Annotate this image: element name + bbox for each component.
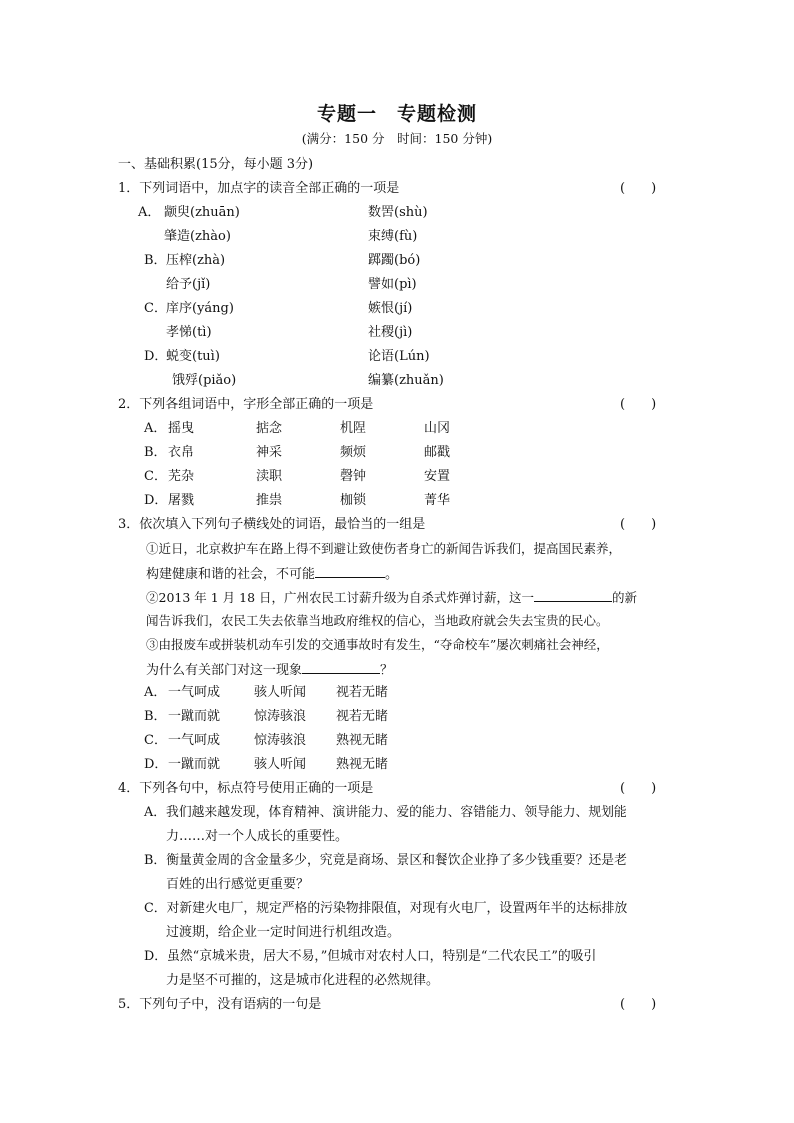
question-4-stem: 4．下列各句中，标点符号使用正确的一项是 bbox=[118, 781, 374, 796]
q1-option-a-word1: 颛臾(zhuān) bbox=[164, 205, 240, 220]
q3-option-a-word3: 视若无睹 bbox=[336, 685, 389, 700]
q3-option-b-word3: 视若无睹 bbox=[336, 709, 389, 724]
q3-sentence-3-line-2: 为什么有关部门对这一现象 ？ bbox=[146, 663, 394, 678]
q1-option-b-word3: 给予(jǐ) bbox=[166, 277, 211, 292]
q4-option-a-line-2: 力……对一个人成长的重要性。 bbox=[166, 829, 349, 844]
q3-option-a-word2: 骇人听闻 bbox=[254, 685, 307, 700]
question-3-stem: 3．依次填入下列句子横线处的词语，最恰当的一组是 bbox=[118, 517, 426, 532]
page-subtitle: (满分：150 分 时间：150 分钟) bbox=[301, 131, 493, 146]
question-1-stem: 1．下列词语中，加点字的读音全部正确的一项是 bbox=[118, 181, 400, 196]
section-heading: 一、基础积累(15分，每小题 3分) bbox=[118, 157, 314, 172]
q1-option-d-label: D． bbox=[144, 349, 168, 364]
q2-option-b-word1: 衣帛 bbox=[168, 445, 195, 460]
q1-option-d-word4: 编纂(zhuǎn) bbox=[368, 373, 444, 388]
answer-paren-5: ( ) bbox=[620, 997, 657, 1012]
q1-option-c-label: C． bbox=[144, 301, 167, 316]
q2-option-d-label: D． bbox=[144, 493, 168, 508]
q3-sentence-3-line-1: ③由报废车或拼装机动车引发的交通事故时有发生，“夺命校车”屡次刺痛社会神经， bbox=[146, 637, 609, 652]
q3-sentence-1-line-2: 构建健康和谐的社会，不可能 。 bbox=[146, 567, 399, 582]
q2-option-b-word3: 频烦 bbox=[340, 445, 367, 460]
q2-option-c-word2: 渎职 bbox=[256, 469, 283, 484]
q3-option-b-word1: 一蹴而就 bbox=[168, 709, 221, 724]
q2-option-a-word4: 山冈 bbox=[424, 421, 451, 436]
q4-option-b-line-2: 百姓的出行感觉更重要？ bbox=[166, 877, 310, 892]
q2-option-b-word4: 邮戳 bbox=[424, 445, 451, 460]
answer-paren-3: ( ) bbox=[620, 517, 657, 532]
q2-option-c-word4: 安置 bbox=[424, 469, 451, 484]
q2-option-d-word4: 菁华 bbox=[424, 493, 451, 508]
q4-option-c-line-1: C．对新建火电厂，规定严格的污染物排限值，对现有火电厂，设置两年半的达标排放 bbox=[144, 901, 628, 916]
q2-option-a-label: A． bbox=[144, 421, 167, 436]
q1-option-c-word1: 庠序(yáng) bbox=[166, 301, 234, 316]
q3-sentence-2-line-1: ②2013 年 1 月 18 日，广州农民工讨薪升级为自杀式炸弹讨薪，这一 的新 bbox=[146, 590, 638, 605]
q3-option-a-label: A． bbox=[144, 685, 167, 700]
q3-option-d-word2: 骇人听闻 bbox=[254, 757, 307, 772]
q1-option-a-word4: 束缚(fù) bbox=[368, 229, 418, 244]
q2-option-d-word2: 推祟 bbox=[256, 493, 283, 508]
fill-blank-2 bbox=[534, 589, 612, 602]
q2-option-a-word3: 机陧 bbox=[340, 421, 367, 436]
answer-paren-2: ( ) bbox=[620, 397, 657, 412]
q2-option-c-word1: 芜杂 bbox=[168, 469, 195, 484]
q4-option-b-line-1: B．衡量黄金周的含金量多少，究竟是商场、景区和餐饮企业挣了多少钱重要？还是老 bbox=[144, 853, 627, 868]
page-title: 专题一 专题检测 bbox=[316, 103, 477, 125]
q3-option-b-label: B． bbox=[144, 709, 167, 724]
question-2-stem: 2．下列各组词语中，字形全部正确的一项是 bbox=[118, 397, 374, 412]
q2-option-b-word2: 神采 bbox=[256, 445, 283, 460]
answer-paren-1: ( ) bbox=[620, 181, 657, 196]
answer-paren-4: ( ) bbox=[620, 781, 657, 796]
q3-option-d-word1: 一蹴而就 bbox=[168, 757, 221, 772]
q3-sentence-1-line-1: ①近日，北京救护车在路上得不到避让致使伤者身亡的新闻告诉我们，提高国民素养， bbox=[146, 541, 622, 556]
q4-option-d-line-2: 力是坚不可摧的，这是城市化进程的必然规律。 bbox=[166, 973, 440, 988]
q1-option-b-word4: 譬如(pì) bbox=[368, 277, 417, 292]
fill-blank-3 bbox=[302, 661, 380, 674]
q2-option-d-word1: 屠戮 bbox=[168, 493, 195, 508]
q1-option-c-word4: 社稷(jì) bbox=[368, 325, 413, 340]
q1-option-a-label: A． bbox=[138, 205, 161, 220]
q3-option-d-label: D． bbox=[144, 757, 168, 772]
q2-option-c-word3: 磬钟 bbox=[340, 469, 367, 484]
q3-option-c-word1: 一气呵成 bbox=[168, 733, 221, 748]
q2-option-a-word2: 掂念 bbox=[256, 421, 283, 436]
q1-option-d-word1: 蜕变(tuì) bbox=[166, 349, 220, 364]
question-5-stem: 5．下列句子中，没有语病的一句是 bbox=[118, 997, 322, 1012]
q3-option-b-word2: 惊涛骇浪 bbox=[254, 709, 307, 724]
q3-option-c-word3: 熟视无睹 bbox=[336, 733, 389, 748]
q1-option-a-word2: 数罟(shù) bbox=[368, 205, 428, 220]
q3-option-d-word3: 熟视无睹 bbox=[336, 757, 389, 772]
q1-option-c-word2: 嫉恨(jí) bbox=[368, 301, 413, 316]
q1-option-b-word2: 踯躅(bó) bbox=[368, 253, 421, 268]
q3-option-c-word2: 惊涛骇浪 bbox=[254, 733, 307, 748]
q4-option-c-line-2: 过渡期，给企业一定时间进行机组改造。 bbox=[166, 925, 401, 940]
fill-blank-1 bbox=[315, 565, 385, 578]
q4-option-d-line-1: D．虽然“京城米贵，居大不易，”但城市对农村人口，特别是“二代农民工”的吸引 bbox=[144, 949, 597, 964]
q3-option-c-label: C． bbox=[144, 733, 167, 748]
q2-option-d-word3: 枷锁 bbox=[340, 493, 367, 508]
q3-sentence-2-line-2: 闻告诉我们，农民工失去依靠当地政府维权的信心，当地政府就会失去宝贵的民心。 bbox=[146, 613, 609, 628]
q1-option-c-word3: 孝悌(tì) bbox=[166, 325, 212, 340]
q1-option-b-label: B． bbox=[144, 253, 167, 268]
q1-option-b-word1: 压榨(zhà) bbox=[166, 253, 226, 268]
q2-option-c-label: C． bbox=[144, 469, 167, 484]
q1-option-d-word3: 饿殍(piǎo) bbox=[172, 373, 237, 388]
q1-option-d-word2: 论语(Lún) bbox=[368, 349, 430, 364]
q2-option-b-label: B． bbox=[144, 445, 167, 460]
q2-option-a-word1: 摇曳 bbox=[168, 421, 195, 436]
q4-option-a-line-1: A．我们越来越发现，体育精神、演讲能力、爱的能力、容错能力、领导能力、规划能 bbox=[144, 805, 627, 820]
q3-option-a-word1: 一气呵成 bbox=[168, 685, 221, 700]
q1-option-a-word3: 肇造(zhào) bbox=[164, 229, 231, 244]
